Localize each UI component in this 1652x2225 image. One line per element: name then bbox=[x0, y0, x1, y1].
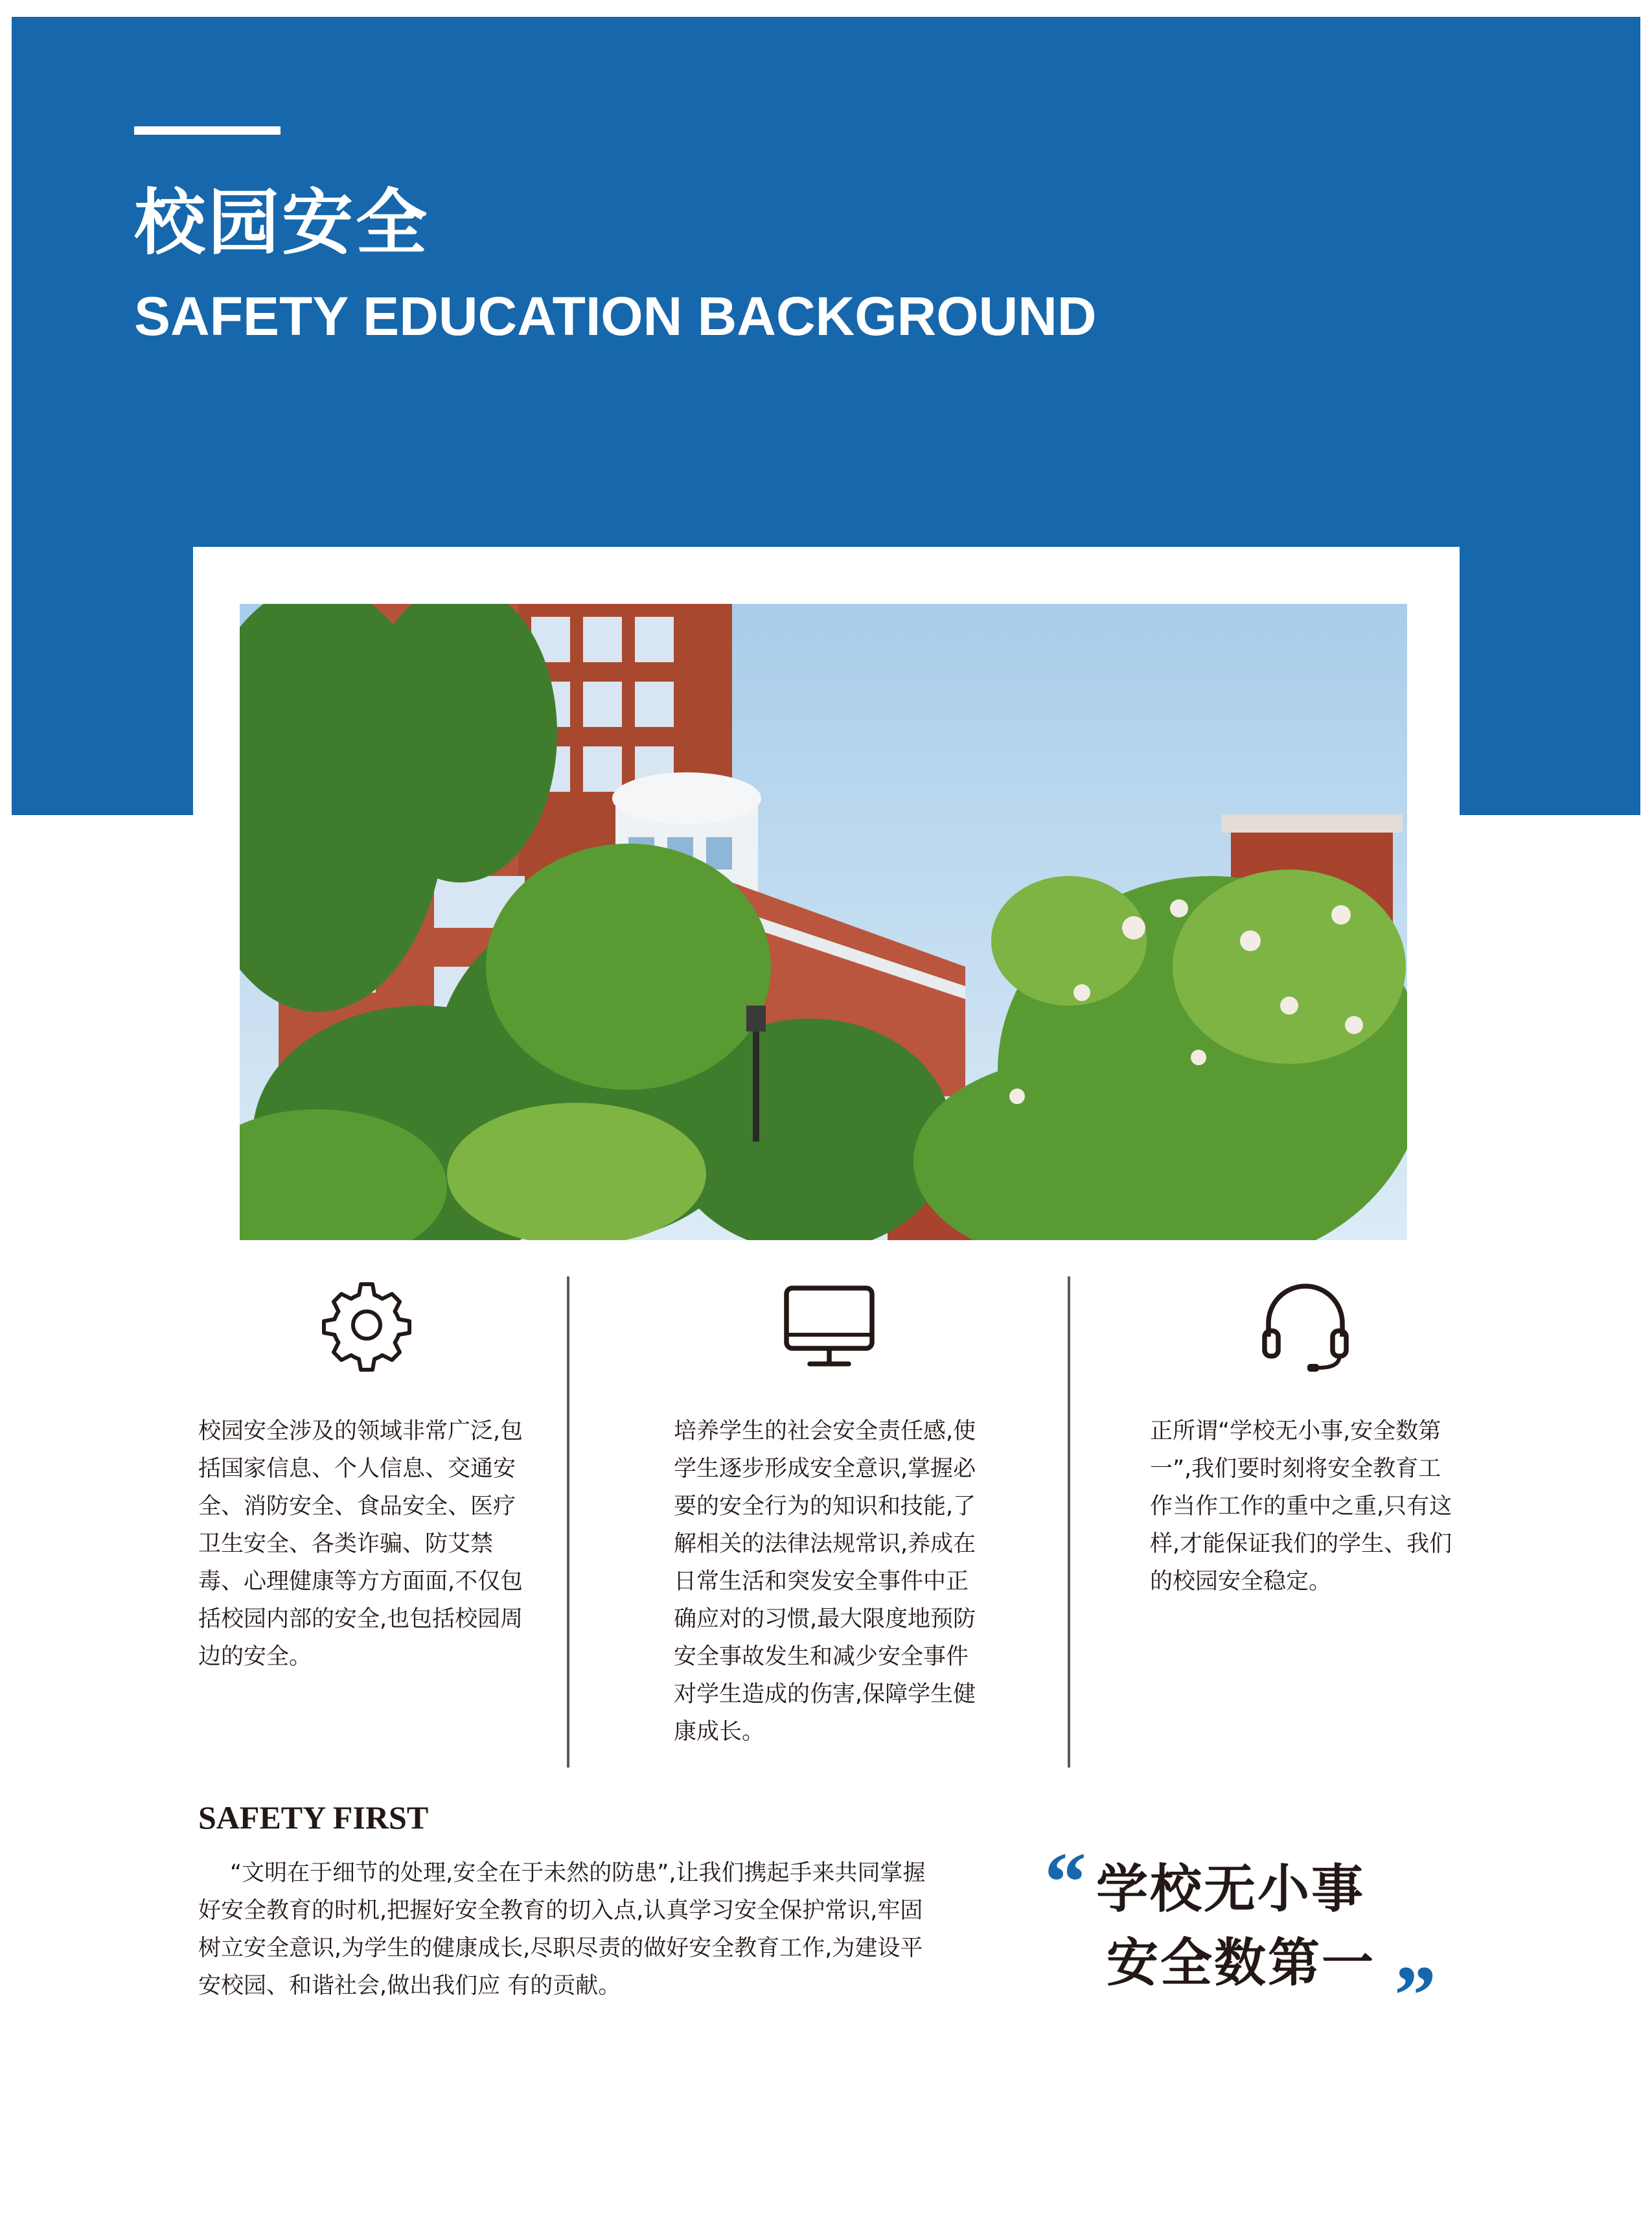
close-quote-mark: ” bbox=[1394, 1949, 1436, 2042]
safety-first-body: “文明在于细节的处理,安全在于未然的防患”,让我们携起手来共同掌握好安全教育的时机,把握好安全教育的切入点,认真学习安全保护常识,牢固树立安全意识,为学生的健康成长,尽职尽责的做好安全教育工作,为建设平安校园、和谐社会,做出我们应 有的贡献。 bbox=[198, 1860, 926, 1999]
slogan-line-1: 学校无小事 bbox=[1096, 1859, 1365, 1919]
feature-column-3 bbox=[1150, 1276, 1461, 1600]
feature-column-1 bbox=[198, 1276, 535, 1676]
feature-text-1: 校园安全涉及的领域非常广泛,包括国家信息、个人信息、交通安全、消防安全、食品安全、医疗卫生安全、各类诈骗、防艾禁毒、心理健康等方方面面,不仅包括校园内部的安全,也包括校园周边的安全。 bbox=[198, 1418, 523, 1670]
page-subtitle: SAFETY EDUCATION BACKGROUND bbox=[134, 286, 1097, 347]
column-divider-1 bbox=[567, 1276, 569, 1768]
headset-icon bbox=[1257, 1276, 1354, 1374]
gear-icon bbox=[318, 1276, 415, 1374]
campus-photo bbox=[240, 604, 1407, 1240]
open-quote-mark: “ bbox=[1044, 1836, 1086, 1929]
feature-column-2 bbox=[674, 1276, 985, 1751]
safety-first-heading: SAFETY FIRST bbox=[198, 1799, 429, 1836]
title-accent-line bbox=[134, 126, 281, 135]
feature-text-3: 正所谓“学校无小事,安全数第一”,我们要时刻将安全教育工作当作工作的重中之重,只有这样,才能保证我们的学生、我们的校园安全稳定。 bbox=[1150, 1418, 1452, 1595]
monitor-icon bbox=[781, 1276, 878, 1374]
slogan-line-2: 安全数第一 bbox=[1107, 1933, 1375, 1993]
feature-text-2: 培养学生的社会安全责任感,使学生逐步形成安全意识,掌握必要的安全行为的知识和技能,了解相关的法律法规常识,养成在日常生活和突发安全事件中正确应对的习惯,最大限度地预防安全事故发生和减少安全事件对学生造成的伤害,保障学生健康成长。 bbox=[674, 1418, 976, 1745]
page-title: 校园安全 bbox=[134, 181, 430, 264]
column-divider-2 bbox=[1068, 1276, 1070, 1768]
